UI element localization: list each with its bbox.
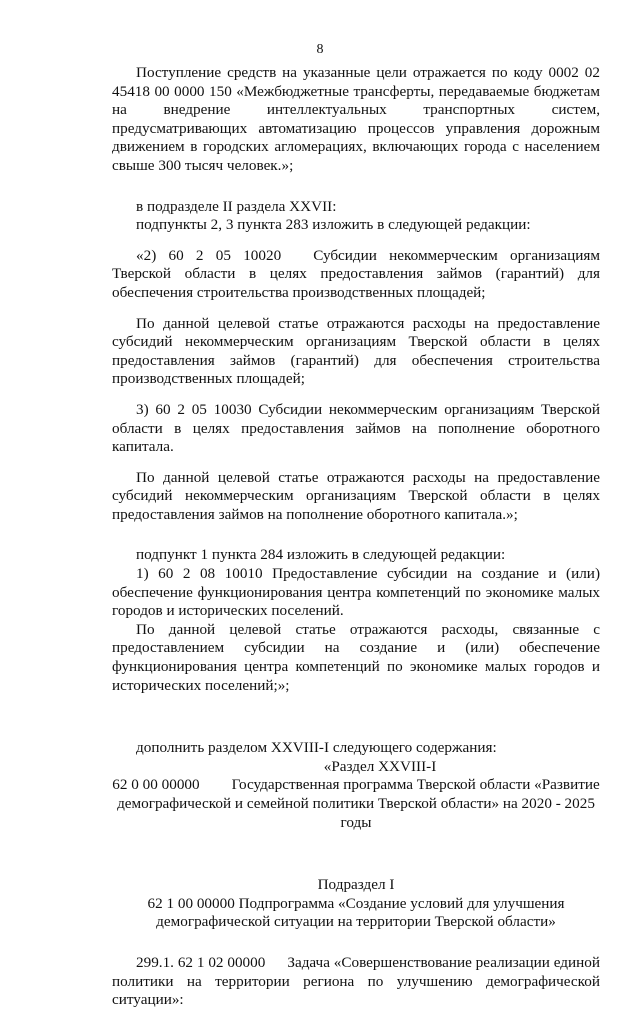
paragraph-amend-284: подпункт 1 пункта 284 изложить в следующей редакции:	[136, 546, 506, 564]
task-text: Задача «Совершенствование реализации единой политики на территории региона по улучшению демографической ситуации»:	[112, 953, 601, 1009]
paragraph-item-2-expenses: По данной целевой статье отражаются расходы на предоставление субсидий некоммерческим организациям Тверской области в целях предоставления займов (гарантий) для обеспечения строительства производственных площадей;	[112, 314, 600, 388]
paragraph-item-1: 1) 60 2 08 10010 Предоставление субсидии на создание и (или) обеспечение функционирования центра компетенций по экономике малых городов и исторических поселений.	[112, 565, 600, 620]
paragraph-revenue-code: Поступление средств на указанные цели отражается по коду 0002 02 45418 00 0000 150 «Межбюджетные трансферты, передаваемые бюджетам на внедрение интеллектуальных транспортных систем, предусматривающих автоматизацию процессов управления дорожным движением в городских агломерациях, включающих города с населением свыше 300 тысяч человек.»;	[112, 64, 600, 174]
paragraph-item-3: 3) 60 2 05 10030 Субсидии некоммерческим организациям Тверской области в целях предоставления займов на пополнение оборотного капитала.	[112, 400, 600, 456]
paragraph-item-1-expenses: По данной целевой статье отражаются расходы, связанные с предоставлением субсидии на создание и (или) обеспечение функционирования центра компетенций по экономике малых городов и исторических поселений;»;	[112, 620, 600, 694]
task-code: 62 1 02 00000	[177, 953, 266, 971]
page-number: 8	[316, 42, 324, 57]
document-body	[112, 64, 600, 1010]
program-heading	[112, 776, 600, 832]
paragraph-subsection-ref: в подразделе II раздела XXVII:	[136, 197, 337, 215]
program-code: 62 0 00 00000	[112, 776, 200, 794]
paragraph-amend-283: подпункты 2, 3 пункта 283 изложить в следующей редакции:	[136, 216, 531, 234]
section-title: «Раздел XXVIII-I	[323, 757, 437, 775]
item-2-text: Субсидии некоммерческим организациям Тверской области в целях предоставления займов (гарантий) для обеспечения строительства производственных площадей;	[112, 246, 600, 301]
paragraph-task-299-1	[112, 954, 600, 1010]
task-number: 299.1.	[136, 953, 174, 971]
program-text: Государственная программа Тверской области «Развитие демографической и семейной политики Тверской области» на 2020 - 2025 годы	[117, 776, 600, 831]
paragraph-item-3-expenses: По данной целевой статье отражаются расходы на предоставление субсидий некоммерческим организациям Тверской области в целях предоставления займов на пополнение оборотного капитала.»;	[112, 468, 600, 523]
subsection-title: Подраздел I	[317, 876, 395, 894]
paragraph-item-2	[112, 247, 600, 303]
paragraph-add-section: дополнить разделом XXVIII-I следующего содержания:	[136, 739, 497, 757]
item-2-code: «2) 60 2 05 10020	[136, 246, 282, 264]
subprogram-heading: 62 1 00 00000 Подпрограмма «Создание условий для улучшения демографической ситуации на территории Тверской области»	[147, 894, 565, 931]
